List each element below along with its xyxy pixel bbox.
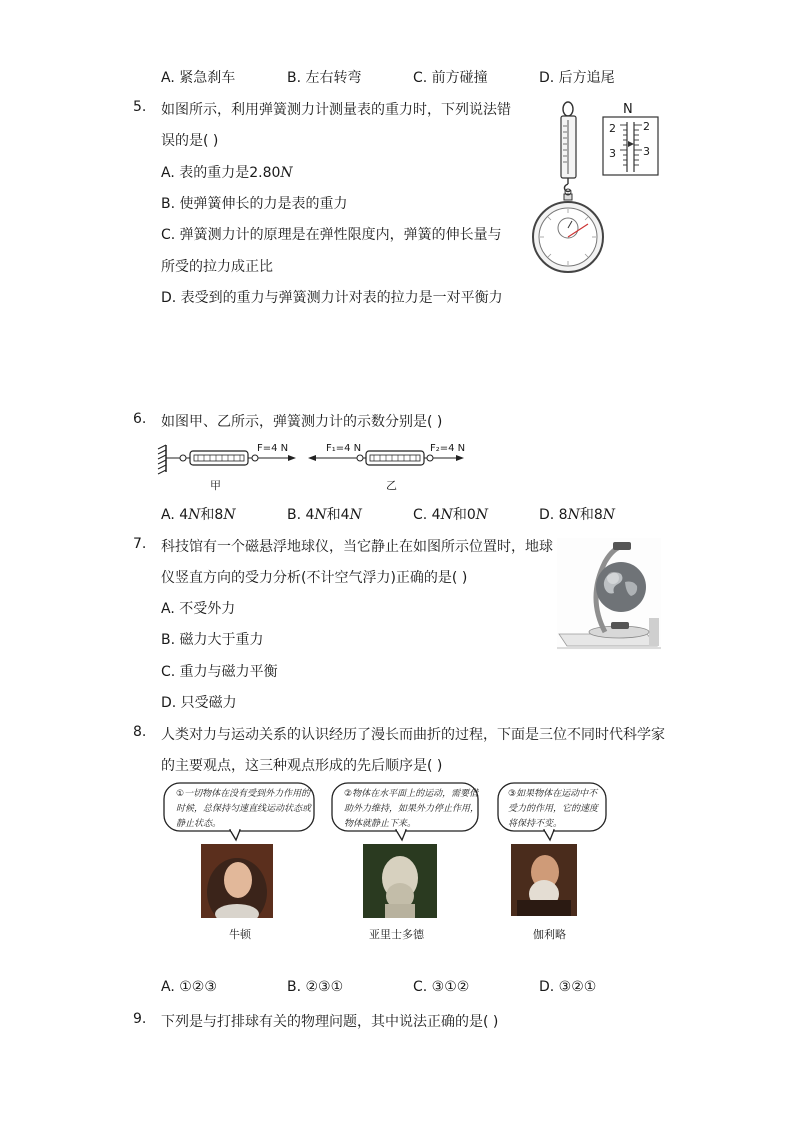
q7-maglev-globe-figure <box>557 538 661 650</box>
q6-option-d: D. 8N和8N <box>539 507 616 523</box>
q6-option-b: B. 4N和4N <box>287 507 362 523</box>
q8-bubble-2: ②物体在水平面上的运动，需要借助外力维持，如果外力停止作用，物体就静止下来。 <box>344 789 480 829</box>
newton-portrait <box>201 844 273 918</box>
q6-jia-force-label: F=4 N <box>257 443 289 454</box>
q4-option-a: A. 紧急刹车 <box>161 70 236 86</box>
q8-name-aristotle: 亚里士多德 <box>369 928 424 941</box>
q8-bubble-3: ③如果物体在运动中不受力的作用，它的速度将保持不变。 <box>508 789 599 829</box>
aristotle-portrait <box>363 844 437 918</box>
q5-option-c-line2: 所受的拉力成正比 <box>161 259 273 275</box>
q8-option-d: D. ③②① <box>539 979 597 995</box>
q6-spring-scale-figure <box>152 440 472 492</box>
q6-number: 6. <box>133 411 147 427</box>
q7-number: 7. <box>133 536 147 552</box>
q7-stem-line1: 科技馆有一个磁悬浮地球仪，当它静止在如图所示位置时，地球 <box>161 539 553 555</box>
q8-option-c: C. ③①② <box>413 979 470 995</box>
q4-option-d: D. 后方追尾 <box>539 70 615 86</box>
q5-stem-line2: 误的是( ) <box>161 133 219 149</box>
q5-option-d: D. 表受到的重力与弹簧测力计对表的拉力是一对平衡力 <box>161 290 503 306</box>
q5-fig-tick3-right: 3 <box>643 145 650 158</box>
q8-name-newton: 牛顿 <box>229 928 251 941</box>
q5-option-a: A. 表的重力是2.80N <box>161 165 293 181</box>
q8-option-b: B. ②③① <box>287 979 344 995</box>
q6-yi-f2-label: F₂=4 N <box>430 443 466 454</box>
q6-jia-label: 甲 <box>210 479 221 492</box>
q8-stem-line2: 的主要观点，这三种观点形成的先后顺序是( ) <box>161 758 443 774</box>
q5-option-b: B. 使弹簧伸长的力是表的重力 <box>161 196 348 212</box>
q5-option-c-line1: C. 弹簧测力计的原理是在弹性限度内，弹簧的伸长量与 <box>161 227 502 243</box>
q6-yi-label: 乙 <box>386 479 397 492</box>
q8-number: 8. <box>133 724 147 740</box>
q8-option-a: A. ①②③ <box>161 979 217 995</box>
q6-stem-line1: 如图甲、乙所示，弹簧测力计的示数分别是( ) <box>161 414 443 430</box>
q7-stem-line2: 仪竖直方向的受力分析(不计空气浮力)正确的是( ) <box>161 570 468 586</box>
galileo-portrait <box>511 844 577 916</box>
q6-yi-f1-label: F₁=4 N <box>326 443 362 454</box>
q9-number: 9. <box>133 1011 147 1027</box>
q5-number: 5. <box>133 99 147 115</box>
q5-stem-line1: 如图所示，利用弹簧测力计测量表的重力时，下列说法错 <box>161 102 511 118</box>
q8-name-galileo: 伽利略 <box>533 928 566 941</box>
q5-fig-tick2-right: 2 <box>643 120 650 133</box>
q7-option-a: A. 不受外力 <box>161 601 236 617</box>
q7-option-c: C. 重力与磁力平衡 <box>161 664 278 680</box>
q5-fig-unit-label: N <box>623 102 633 117</box>
q5-fig-tick3-left: 3 <box>609 147 616 160</box>
q5-fig-tick2-left: 2 <box>609 122 616 135</box>
q4-option-b: B. 左右转弯 <box>287 70 362 86</box>
q6-option-a: A. 4N和8N <box>161 507 236 523</box>
q8-bubble-1: ①一切物体在没有受到外力作用的时候，总保持匀速直线运动状态或静止状态。 <box>176 789 312 829</box>
q9-stem-line1: 下列是与打排球有关的物理问题，其中说法正确的是( ) <box>161 1014 499 1030</box>
q6-option-c: C. 4N和0N <box>413 507 489 523</box>
q7-option-d: D. 只受磁力 <box>161 695 237 711</box>
q8-stem-line1: 人类对力与运动关系的认识经历了漫长而曲折的过程，下面是三位不同时代科学家 <box>161 727 665 743</box>
q4-option-c: C. 前方碰撞 <box>413 70 488 86</box>
q7-option-b: B. 磁力大于重力 <box>161 632 264 648</box>
